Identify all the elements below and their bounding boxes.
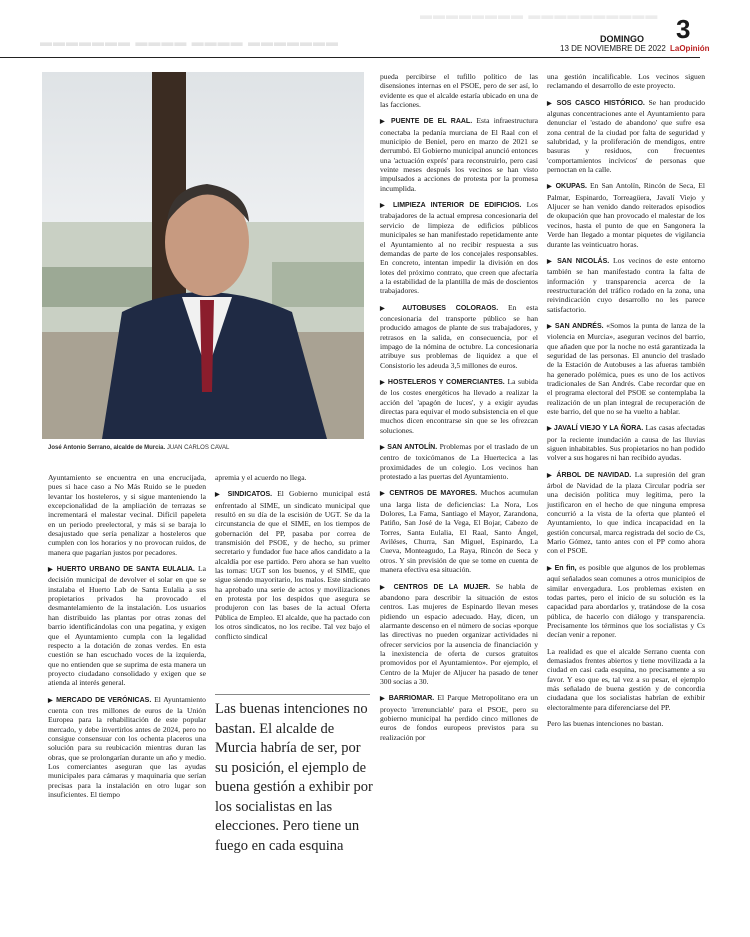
paragraph [380,442,538,481]
mayor-portrait-photo [42,72,364,439]
section-body: Los vecinos de este entorno también se han manifestado contra la falta de información y transparencia acerca de la reestructuración del tráfico rodado en la zona, una reivindicación cuyo desarrollo no les parece satisfactorio. [547,255,706,314]
section-heading: ▶ CENTROS DE MAYORES. [380,490,477,497]
section-body: En esta concesionaria del transporte público se han producido amagos de plante de sus trabajadores, y retrasos en la salida, en consecuencia, por el impago de la nómina de octubre. La concesionaria atribuye sus problemas de liquidez a que el Consistorio les adeuda 3,5 millones de euros. [380,302,539,370]
paragraph [380,582,538,687]
paragraph [380,377,538,435]
page-number: 3 [676,14,691,44]
section-body: es posible que algunos de los problemas aquí señalados sean comunes a otros municipios de similar envergadura. Los problemas existen en todas partes, pero el inicio de su solución es la capacidad para abordarlos y, tratándose de la cosa pública, de hacerlo con diálogo y transparencia. Precisamente los términos que los socialistas y Cs decían venir a reponer. [547,562,706,640]
section-heading: ▶ JAVALÍ VIEJO Y LA ÑORA. [547,425,643,432]
section-heading: ▶ HUERTO URBANO DE SANTA EULALIA. [48,566,195,573]
paragraph [380,303,538,370]
section-heading: ▶ MERCADO DE VERÓNICAS. [48,697,151,704]
section-body: Los trabajadores de la actual empresa concesionaria del servicio de limpieza de edificios públicos municipales se han manifestado repetidamente ante el Ayuntamiento al no recibir respuesta a sus demandas de parte de los concejales responsables. En concreto, intentan impedir la división en dos lotes del próximo contrato, que creen que afectaría a la estabilidad de la plantilla de más de doscientos trabajadores. [380,200,538,296]
paragraph [547,470,705,556]
paragraph [547,423,705,462]
section-body: El Gobierno municipal está enfrentado al SIME, un sindicato municipal que resultó en su día de la escisión de UGT. Se da la circunstancia de que el SIME, en los tiempos de gobernación del PP, pasaba por correa de transmisión del PSOE, y de hecho, su primer secretario y fundador fue hace años candidato a la alcaldía por ese partido. Pero ahora se han vuelto las tornas: UGT son los buenos, y el SIME, que sigue siendo mayoritario, los malos. Este sindicato ha aprobado una serie de actos y movilizaciones en protesta por los despidos que asegura se produjeron con las bases de la actual Oferta Pública de Empleo. El alcalde, que ha pactado con los otros sindicatos, no los recibe. Tal vez bajo el conflicto sindical [215,489,370,641]
header-date: 13 DE NOVIEMBRE DE 2022 [560,44,666,53]
paragraph: apremia y el acuerdo no llega. [215,473,307,482]
paragraph [380,693,538,742]
section-heading: ▶ SAN ANTOLÍN. [380,444,437,451]
paragraph [48,695,206,800]
paragraph: Pero las buenas intenciones no bastan. [547,718,664,728]
caption-credit: JUAN CARLOS CAVAL [166,445,230,451]
section-body: Las casas afectadas por la reciente inundación a causa de las lluvias siguen inhabitables. Sus propietarios no han podido volver a sus hogares ni han recibido ayudas. [547,423,706,463]
paragraph [380,116,538,193]
section-body: La supresión del gran árbol de Navidad de la plaza Circular podría ser una decisión política muy legítima, pero la justificaron en el hecho de que ninguna empresa concurrió a la vista de la oferta que planteó el Ayuntamiento, lo que indica incapacidad en la gestión concursal, marca registrada del socio de Cs, Mario Gómez, tanto antes con el PP como ahora con el PSOE. [547,469,705,556]
header-day: DOMINGO [600,34,644,44]
header-brand: LaOpinión [670,44,710,53]
section-body: «Somos la punta de lanza de la violencia en Murcia», aseguran vecinos del barrio, que añaden que por la noche no está garantizada la seguridad de las personas. El anuncio del traslado de la Estación de Autobuses a las afueras también ha generado polémica, pues es uno de los activos tradicionales de San Andrés. Cabe recordar que en el programa electoral del PSOE se contemplaba la realización de un plan integral de recuperación de este barrio, del que no se ha vuelto a hablar. [547,320,706,416]
section-heading: ▶ CENTROS DE LA MUJER. [380,584,490,591]
faded-headline-ghost-2: ▬▬▬▬▬▬▬▬ ▬▬▬▬▬▬▬▬▬▬ [420,8,659,22]
paragraph [547,256,705,314]
paragraph [547,321,705,416]
paragraph: pueda percibirse el tufillo político de las disensiones internas en el PSOE, pero de ser así, lo evidente es que el alcalde estaría ubicado en una de las facciones. [380,72,538,110]
section-body: Esta infraestructura conectaba la pedanía murciana de El Raal con el municipio de Beniel, pero en marzo de 2021 se derrumbó. El Gobierno municipal anunció entonces una 'actuación exprés' para reconstruirlo, pero casi veinte meses después los vecinos se han visto impulsados a acciones de protesta por la promesa incumplida. [380,116,538,193]
paragraph: La realidad es que el alcalde Serrano cuenta con demasiados frentes abiertos y tiene movilizada a la ciudad en casi cada esquina, no precisamente a su favor. Y eso que es, tal vez a su pesar, el ejemplo más señalado de buena gestión y de concordia ciudadana que los socialistas habrían de exhibir electoralmente para diferenciarse del PP. [547,646,705,712]
faded-headline-ghost: ▬▬▬▬▬▬▬ ▬▬▬▬ ▬▬▬▬ ▬▬▬▬▬▬▬ [40,35,340,49]
paragraph [380,488,538,574]
section-heading: ▶ AUTOBUSES COLORAOS. [380,305,498,312]
paragraph: una gestión incalificable. Los vecinos siguen reclamando el desarrollo de este proyecto. [547,72,705,91]
section-body: El Ayuntamiento cuenta con tres millones de euros de la Unión Europea para la rehabilitación de este popular mercado, y debe invertirlos antes de 2024, pero no consigue consensuar con los ochenta placeros una solución para su reubicación mientras duran las obras, que se prolongarían durante un año y medio. Los comerciantes aseguran que las ayudas municipales para cámaras y maquinaria que serían precisas para la instalación en otro lugar son insuficientes. El tiempo [48,694,206,799]
pull-quote: Las buenas intenciones no bastan. El alcalde de Murcia habría de ser, por su posición, el ejemplo de buena gestión a exhibir por los socialistas en las elecciones. Pero tiene un fuego en cada esquina [215,701,373,854]
section-heading: ▶ OKUPAS. [547,183,587,190]
paragraph [547,181,705,248]
section-body: En San Antolín, Rincón de Seca, El Palmar, Espinardo, Torreagüera, Javalí Viejo y Aljucer se han venido dando reiterados episodios de okupación que han provocado el malestar de los vecinos, hasta el punto de que en Sangonera la Verde han llegado a montar piquetes de vigilancia durante las veinticuatro horas. [547,181,705,249]
paragraph [547,563,705,640]
section-body: Muchos acumulan una larga lista de deficiencias: La Nora, Los Dolores, La Fama, Santiago el Mayor, Zarandona, Patiño, San José de la Vega, El Bojar, Cabezo de Torres, Santa Eulalia, El Raal, Santo Ángel, Aviléses, Churra, San Miguel, Espinardo, La Cueva, Monteagudo, La Raya, Rincón de Seca y otros. Y sin previsión de que se tome en cuenta de manera efectiva esa situación. [380,488,538,575]
paragraph [380,200,538,295]
section-heading: ▶ LIMPIEZA INTERIOR DE EDIFICIOS. [380,202,521,209]
caption-name: José Antonio Serrano, alcalde de Murcia. [48,445,166,451]
section-body: Se habla de abandono para describir la situación de estos centros. Las mujeres de Espinardo llevan meses pidiendo un espacio adecuado. Hay, dicen, un alarmante descenso en el número de socias «porque las directivas no pueden organizar actividades ni ofrecer servicios por la ausencia de financiación y la inexistencia de oferta de cursos gratuitos promovidos por el Ayuntamiento». Por ejemplo, el Centro de la Mujer de Aljucer ha pasado de tener 300 socias a 30. [380,581,538,686]
section-body: La subida de los costes energéticos ha llevado a realizar la acción del 'apagón de luces', y a exigir ayudas directas para equivar el modo subsistencia en el que muchos dicen encontrarse sin que se les ofrezcan soluciones. [380,376,539,435]
section-heading: ▶ ÁRBOL DE NAVIDAD. [547,472,631,479]
pull-quote-rule [215,694,370,695]
section-heading: ▶ SAN NICOLÁS. [547,258,609,265]
section-heading: ▶ En fin, [547,565,577,572]
paragraph [48,564,206,687]
paragraph [215,489,370,641]
section-heading: ▶ PUENTE DE EL RAAL. [380,118,472,125]
section-body: El Parque Metropolitano era un proyecto 'irrenunciable' para el PSOE, pero su gobierno municipal ha perdido cinco millones de euros de fondos europeos previstos para su realización por [380,693,538,742]
section-body: Problemas por el traslado de un centro de toxicómanos de La Huertecica a las proximidades de un colegio. Los vecinos han protestado a las puertas del Ayuntamiento. [380,442,539,482]
section-heading: ▶ SOS CASCO HISTÓRICO. [547,100,645,107]
column-3 [380,72,538,749]
column-1 [48,473,206,806]
column-4 [547,72,705,735]
section-heading: ▶ SAN ANDRÉS. [547,323,604,330]
section-body: Se han producido algunas concentraciones ante el Ayuntamiento para denunciar el 'estado de abandono' que sufre esa zona central de la ciudad por falta de seguridad y salubridad, y la proliferación de mendigos, entre basuras y residuos, con frecuentes 'comportamientos incívicos' de personas que pernoctan en la calle. [547,97,705,175]
column-2 [215,473,370,648]
section-body: La decisión municipal de devolver el solar en que se instalaba el Huerto Lab de Santa Eulalia a sus propietarios privados ha provocado el desmantelamiento de la instalación. Los usuarios han distribuido las plantas por otras zonas del barrio identificándolas con una pegatina, y exigen que el Ayuntamiento cumpla con la legalidad respecto a la dotación de zonas verdes. En esta cuestión se han escuchado voces de la izquierda, que no entienden que se suprima de esta manera un proyecto ciudadano consolidado y exigen que se atienda al interés general. [48,564,206,688]
portrait-illustration [42,72,364,439]
section-heading: ▶ SINDICATOS. [215,491,272,498]
section-heading: ▶ HOSTELEROS Y COMERCIANTES. [380,379,505,386]
header-rule [0,57,700,58]
section-heading: ▶ BARRIOMAR. [380,695,434,702]
photo-caption [48,445,368,451]
paragraph: Ayuntamiento se encuentra en una encrucijada, pues si hace caso a No Más Ruido se le pueden levantar los hosteleros, y si sigue manteniendo la excepcionalidad de la ampliación de terrazas se incrementará el malestar vecinal. Difícil papeleta en un periodo preelectoral, y más si se baraja lo desajustado que sería penalizar a hosteleros que cumplen con los horarios y no provocan ruidos, de manera que pagarían justos por pecadores. [48,473,206,557]
paragraph [547,98,705,175]
